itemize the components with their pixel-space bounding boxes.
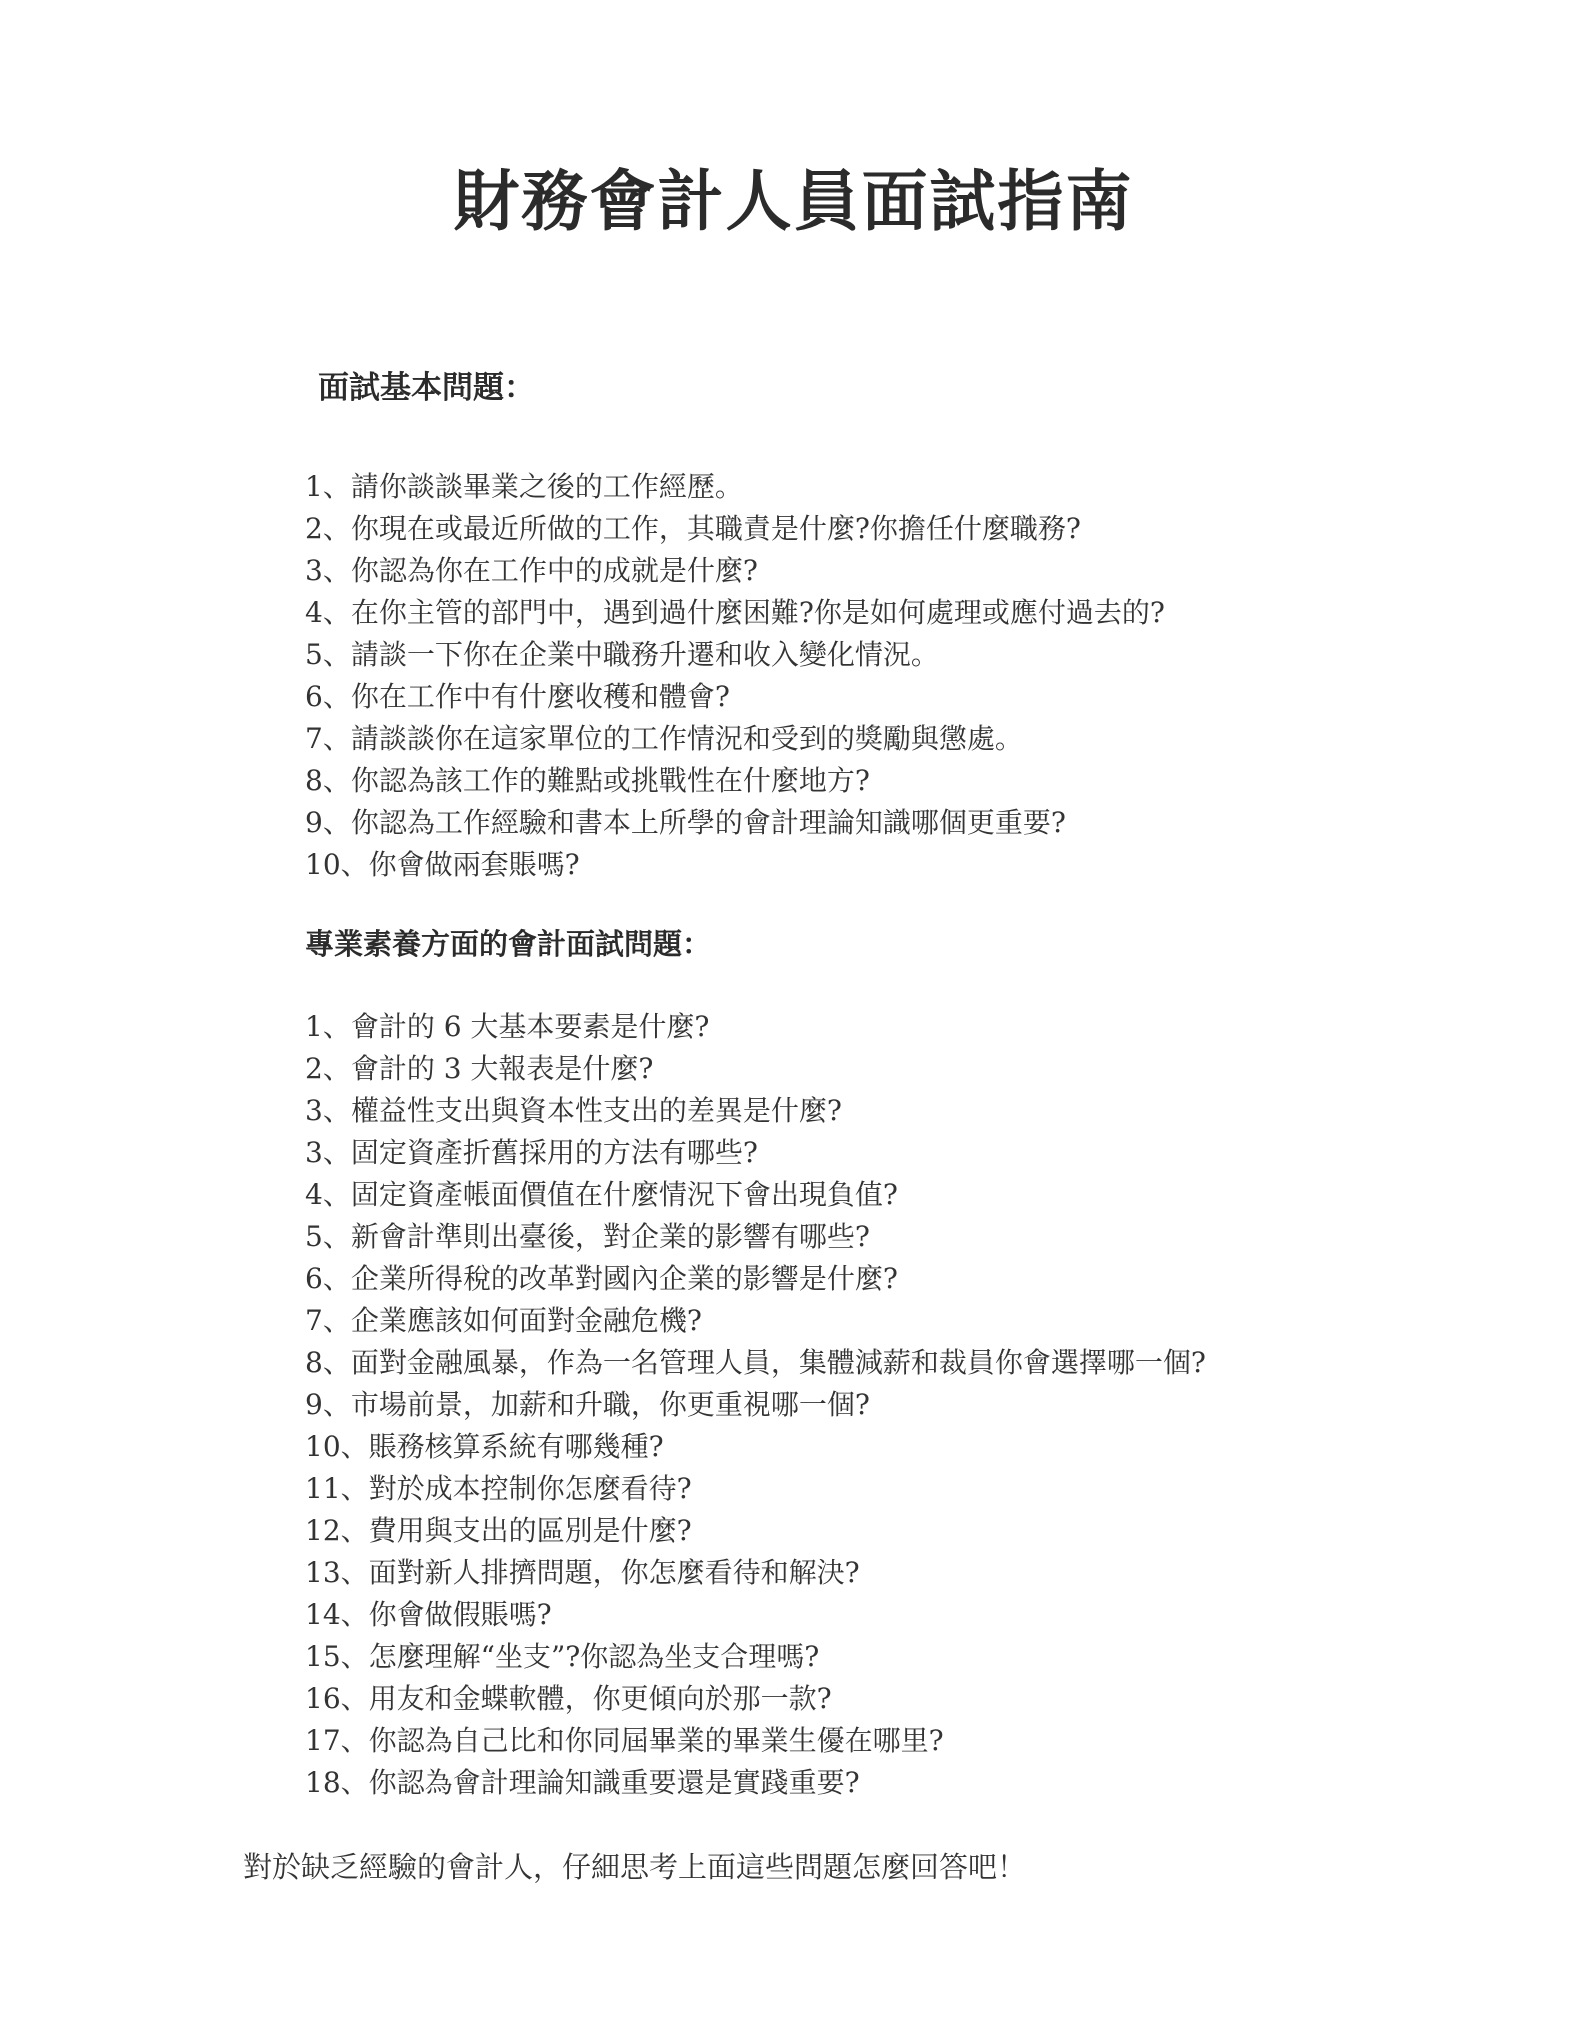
list-item: 8、你認為該工作的難點或挑戰性在什麼地方? <box>305 764 870 797</box>
basic-questions-list <box>305 466 1165 886</box>
list-item: 4、固定資產帳面價值在什麼情況下會出現負值? <box>305 1178 898 1211</box>
list-item: 7、請談談你在這家單位的工作情況和受到的獎勵與懲處。 <box>305 722 1023 755</box>
list-item: 1、請你談談畢業之後的工作經歷。 <box>305 470 743 503</box>
list-item: 6、企業所得稅的改革對國內企業的影響是什麼? <box>305 1262 898 1295</box>
list-item: 1、會計的 6 大基本要素是什麼? <box>305 1010 710 1043</box>
list-item: 18、你認為會計理論知識重要還是實踐重要? <box>305 1766 860 1799</box>
list-item: 14、你會做假賬嗎? <box>305 1598 552 1631</box>
list-item: 8、面對金融風暴，作為一名管理人員，集體減薪和裁員你會選擇哪一個? <box>305 1346 1206 1379</box>
list-item: 17、你認為自己比和你同屆畢業的畢業生優在哪里? <box>305 1724 944 1757</box>
list-item: 6、你在工作中有什麼收穫和體會? <box>305 680 730 713</box>
list-item: 9、你認為工作經驗和書本上所學的會計理論知識哪個更重要? <box>305 806 1066 839</box>
closing-remark: 對於缺乏經驗的會計人，仔細思考上面這些問題怎麼回答吧！ <box>243 1850 1027 1884</box>
list-item: 9、市場前景，加薪和升職，你更重視哪一個? <box>305 1388 870 1421</box>
list-item: 4、在你主管的部門中，遇到過什麼困難?你是如何處理或應付過去的? <box>305 596 1165 629</box>
section-heading-basic: 面試基本問題： <box>318 370 535 406</box>
list-item: 16、用友和金蝶軟體，你更傾向於那一款? <box>305 1682 832 1715</box>
list-item: 5、請談一下你在企業中職務升遷和收入變化情況。 <box>305 638 939 671</box>
list-item: 7、企業應該如何面對金融危機? <box>305 1304 702 1337</box>
list-item: 13、面對新人排擠問題，你怎麼看待和解決? <box>305 1556 860 1589</box>
document-title: 財務會計人員面試指南 <box>453 162 1134 240</box>
list-item: 2、會計的 3 大報表是什麼? <box>305 1052 654 1085</box>
list-item: 3、你認為你在工作中的成就是什麼? <box>305 554 758 587</box>
list-item: 3、固定資產折舊採用的方法有哪些? <box>305 1136 758 1169</box>
section-heading-professional: 專業素養方面的會計面試問題： <box>305 927 712 961</box>
professional-questions-list <box>305 1006 1206 1804</box>
list-item: 11、對於成本控制你怎麼看待? <box>305 1472 692 1505</box>
list-item: 10、賬務核算系統有哪幾種? <box>305 1430 664 1463</box>
list-item: 10、你會做兩套賬嗎? <box>305 848 580 881</box>
list-item: 5、新會計準則出臺後，對企業的影響有哪些? <box>305 1220 870 1253</box>
list-item: 15、怎麼理解“坐支”?你認為坐支合理嗎? <box>305 1640 820 1673</box>
list-item: 2、你現在或最近所做的工作，其職責是什麼?你擔任什麼職務? <box>305 512 1081 545</box>
list-item: 3、權益性支出與資本性支出的差異是什麼? <box>305 1094 842 1127</box>
list-item: 12、費用與支出的區別是什麼? <box>305 1514 692 1547</box>
